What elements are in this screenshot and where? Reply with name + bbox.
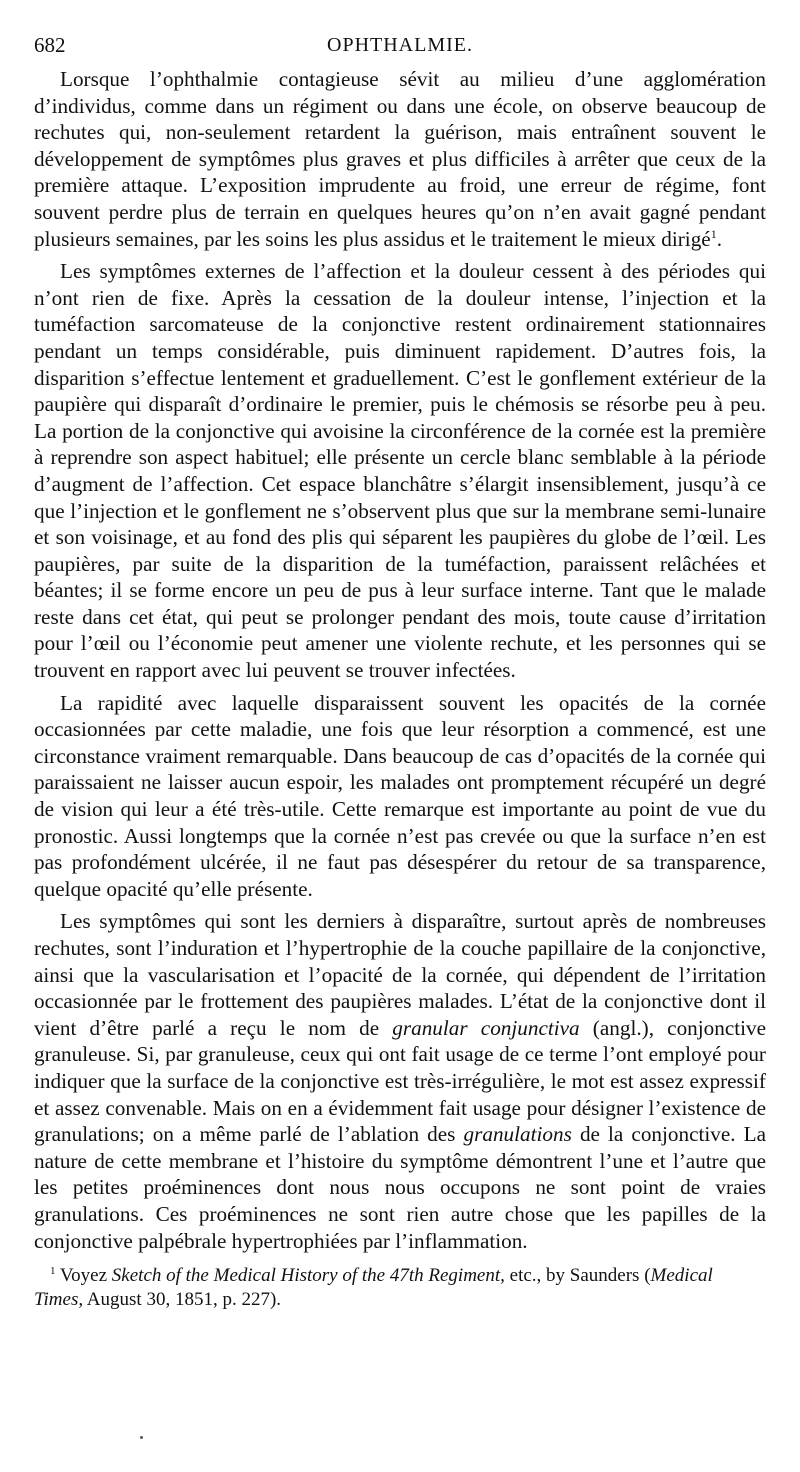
italic-term-granulations: granulations (463, 1122, 572, 1147)
paragraph-relapses (34, 66, 766, 252)
page-header (34, 30, 766, 60)
footnote (34, 1264, 766, 1312)
italic-term-granular-conjunctiva: granular conjunctiva (392, 1015, 580, 1040)
footnote-marker: 1 (50, 1265, 56, 1278)
footnote-mid: etc., by Saunders ( (504, 1265, 651, 1287)
body-text (34, 66, 766, 1254)
paragraph-symptoms-resolution: Les symptômes externes de l’affection et la douleur cessent à des périodes qui n’ont rien de fixe. Après la cessation de la douleur intense, l’injection et la tuméfaction sarcomateuse de la conjonctive restent ordinairement stationnaires pendant un temps considérable, puis diminuent rapidement. D’autres fois, la disparition s’effectue lentement et graduellement. C’est le gonflement extérieur de la paupière qui disparaît d’ordinaire le premier, puis le chémosis se résorbe peu à peu. La portion de la conjonctive qui avoisine la circonférence de la cornée est la première à reprendre son aspect habituel; elle présente un cercle blanc semblable à la période d’augment de l’affection. Cet espace blanchâtre s’élargit insensiblement, jusqu’à ce que l’injection et le gonflement ne s’observent plus que sur la membrane semi-lunaire et son voisinage, et au fond des plis qui séparent les paupières du globe de l’œil. Les paupières, par suite de la disparition de la tuméfaction, paraissent relâchées et béantes; il se forme encore un peu de pus à leur surface interne. Tant que le malade reste dans cet état, qui peut se prolonger pendant des mois, toute cause d’irritation pour l’œil ou l’économie peut amener une violente rechute, et les personnes qui se trouvent en rapport avec lui peuvent se trouver infectées. (34, 259, 766, 683)
page-number: 682 (34, 33, 66, 57)
footnote-reference: 1 (710, 226, 717, 241)
footnote-lead: Voyez (55, 1265, 112, 1287)
paragraph-granular-text-c: de la conjonctive. La nature de cette membrane et l’histoire du symptôme démontrent l’une et l’autre que les petites proéminences dont nous nous occupons ne sont point de vraies granulations. Ces proéminences ne sont rien autre chose que les papilles de la conjonctive palpébrale hypertrophiées par l’inflammation. (34, 1122, 766, 1253)
paragraph-relapses-text: Lorsque l’ophthalmie contagieuse sévit au milieu d’une agglomération d’individus, comme dans un régiment ou dans une école, on observe beaucoup de rechutes qui, non-seulement retardent la guérison, mais entraînent souvent le développement de symptômes plus graves et plus difficiles à arrêter que ceux de la première attaque. L’exposition imprudente au froid, une erreur de régime, font souvent perdre plus de terrain en quelques heures qu’on n’en avait gagné pendant plusieurs semaines, par les soins les plus assidus et le traitement le mieux dirigé (34, 67, 766, 251)
paragraph-granular-text-a: Les symptômes qui sont les derniers à disparaître, surtout après de nombreuses rechutes, sont l’induration et l’hypertrophie de la couche papillaire de la conjonctive, ainsi que la vascularisation et l’opacité de la cornée, qui dépendent de l’irritation occasionnée par le frottement des paupières malades. L’état de la conjonctive dont il vient d’être parlé a reçu le nom de (34, 909, 766, 1040)
print-speck (140, 1436, 143, 1439)
book-page (34, 30, 766, 1312)
paragraph-relapses-end: . (716, 226, 722, 251)
paragraph-granular-text-b: (angl.), conjonctive granuleuse. Si, par granuleuse, ceux qui ont fait usage de ce terme l’ont employé pour indiquer que la surface de la conjonctive est très-irrégulière, le mot est assez expressif et assez convenable. Mais on en a évidemment fait usage pour désigner l’existence de granulations; on a même parlé de l’ablation des (34, 1015, 766, 1147)
footnote-title: Sketch of the Medical History of the 47th Regiment, (111, 1265, 505, 1287)
paragraph-granular-conjunctiva (34, 908, 766, 1254)
footnote-journal: Medical Times, (34, 1265, 713, 1311)
running-title: OPHTHALMIE. (327, 34, 473, 56)
footnote-tail: August 30, 1851, p. 227). (83, 1289, 282, 1311)
paragraph-cornea-opacities: La rapidité avec laquelle disparaissent souvent les opacités de la cornée occasionnées par cette maladie, une fois que leur résorption a commencé, est une circonstance vraiment remarquable. Dans beaucoup de cas d’opacités de la cornée qui paraissaient ne laisser aucun espoir, les malades ont promptement récupéré un degré de vision qui leur a été très-utile. Cette remarque est importante au point de vue du pronostic. Aussi longtemps que la cornée n’est pas crevée ou que la surface n’en est pas profondément ulcérée, il ne faut pas désespérer du retour de sa transparence, quelque opacité qu’elle présente. (34, 690, 766, 901)
